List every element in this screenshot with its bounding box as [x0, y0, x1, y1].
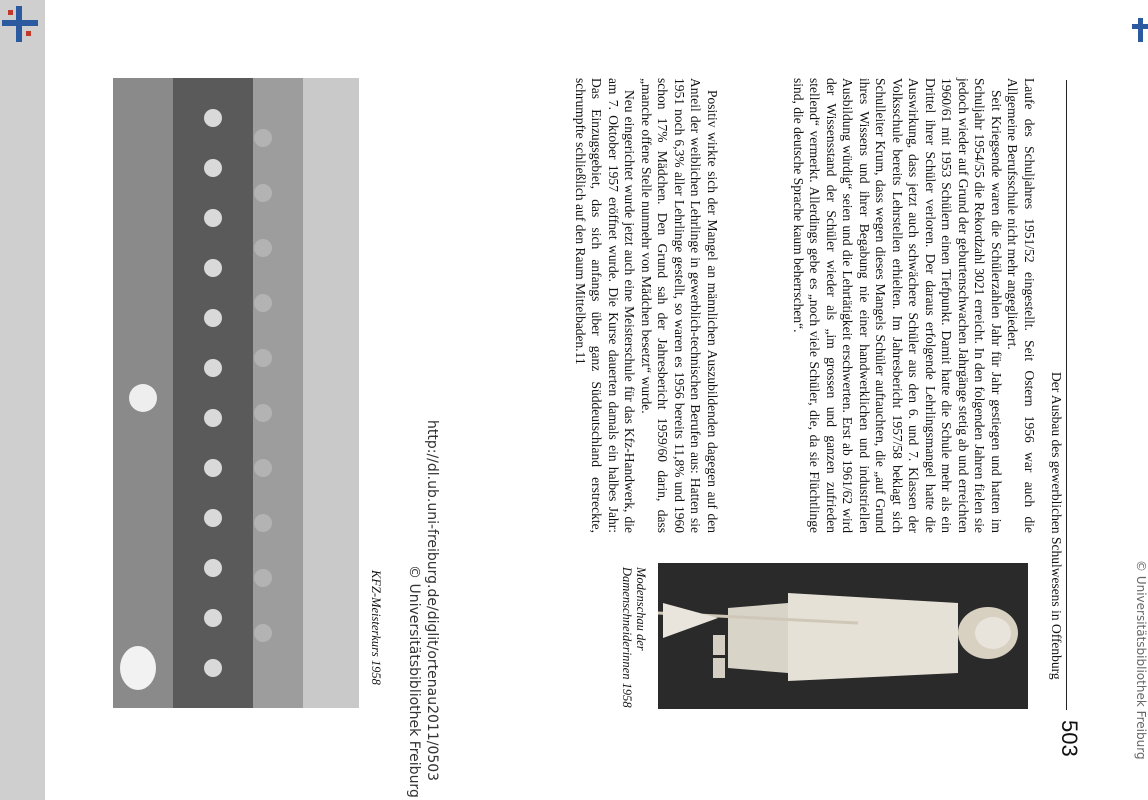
paragraph: Laufe des Schuljahres 1951/52 eingestellt. Seit Ostern 1956 war auch die Allgemeine Berufsschule nicht mehr angegliedert.	[1005, 78, 1037, 533]
fashion-show-photo	[658, 563, 1028, 709]
viewer-logo-icon[interactable]	[2, 6, 40, 44]
text-column-1	[790, 78, 1038, 533]
running-head: Der Ausbau des gewerblichen Schulwesens in Offenburg	[1049, 372, 1064, 680]
copyright-notice: © Universitätsbibliothek Freiburg	[406, 565, 422, 798]
page-number: 503	[1057, 720, 1082, 757]
paragraph: Neu eingerichtet wurde jetzt auch eine Meisterschule für das Kfz-Handwerk, die am 7. Oktober 1957 eröffnet wurde. Die Kurse dauerten damals ein halbes Jahr: Das Einzugsgebiet, das sich anfangs über ganz Süddeutschland erstreckte, schrumpfte schließlich auf den Raum Mittelbaden.11	[573, 78, 638, 533]
header-rule	[1066, 80, 1067, 710]
source-url[interactable]: http://dl.ub.uni-freiburg.de/diglit/ortenau2011/0503	[424, 420, 440, 782]
viewer-logo-icon-right	[1132, 18, 1148, 42]
group-photo	[113, 78, 359, 708]
copyright-notice-right: © Universitätsbibliothek Freiburg	[1134, 560, 1148, 760]
text-column-2	[572, 78, 721, 533]
paragraph: Seit Kriegsende waren die Schülerzahlen Jahr für Jahr gestiegen und hatten im Schuljahr 1954/55 die Rekordzahl 3021 erreicht. In den folgenden Jahren fielen sie jedoch wieder auf Grund der geburtenschwachen Jahrgänge stetig ab und erreichten 1960/61 mit 1953 Schülern einen Tiefpunkt. Damit hatte die Schule mehr als ein Drittel ihrer Schüler verloren. Der daraus erfolgende Lehrlingsmangel hatte die Auswirkung, dass jetzt auch schwächere Schüler aus den 6. und 7. Klassen der Volksschule bereits Lehrstellen erhielten. Im Jahresbericht 1957/58 beklagt sich Schulleiter Krum, dass wegen dieses Mangels Schüler auftauchten, die „auf Grund ihres Wissens und ihrer Begabung nie einer handwerklichen und industriellen Ausbildung würdig“ seien und die Lehrtätigkeit erschwerten. Erst ab 1961/62 wird der Wissensstand der Schüler wieder als „im grossen und ganzen zufrieden stellend“ vermerkt. Allerdings gebe es „noch viele Schüler, die, da sie Flüchtlinge sind, die deutsche Sprache kaum beherrschen“.	[791, 78, 1004, 533]
photo-caption: KFZ-Meisterkurs 1958	[369, 570, 383, 685]
viewer-sidebar	[0, 0, 45, 800]
photo-caption: Modenschau der Damenschneiderinnen 1958	[620, 567, 648, 708]
paragraph: Positiv wirkte sich der Mangel an männlichen Auszubildenden dagegen auf den Anteil der weiblichen Lehrlinge in gewerblich-technischen Berufen aus: Hatten sie 1951 noch 6,3% aller Lehrlinge gestellt, so waren es 1956 bereits 11,8% und 1960 schon 17% Mädchen. Den Grund sah der Jahresbericht 1959/60 darin, dass „manche offene Stelle nunmehr von Mädchen besetzt“ wurde.	[639, 78, 720, 533]
